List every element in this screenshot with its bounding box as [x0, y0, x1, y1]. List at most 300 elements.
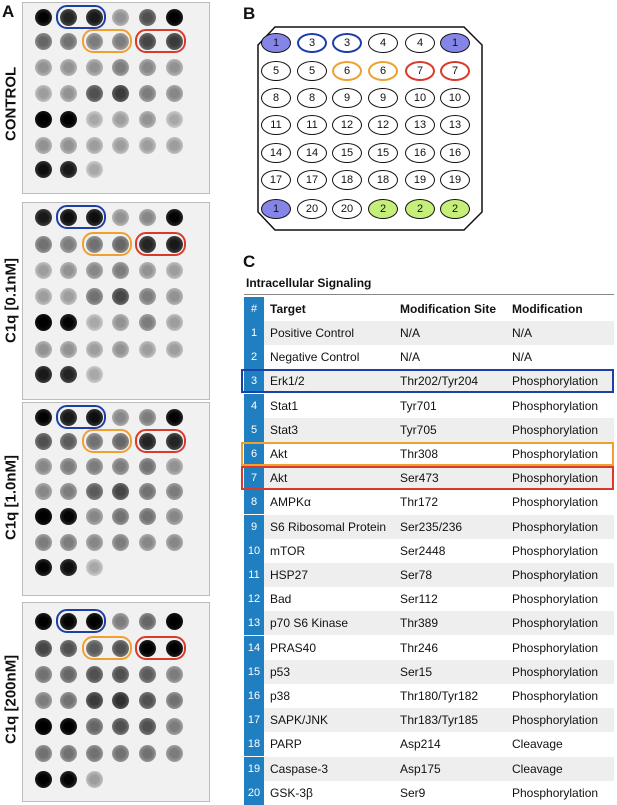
blot-dot — [60, 718, 77, 735]
array-spot: 3 — [297, 33, 327, 53]
row-target: PARP — [270, 737, 302, 752]
blot-label: CONTROL — [2, 66, 20, 142]
row-site: Ser112 — [400, 592, 438, 607]
row-modification: Phosphorylation — [512, 543, 599, 558]
table-row — [244, 781, 614, 805]
highlight-capsule — [82, 29, 132, 53]
blot-dot — [112, 508, 129, 525]
blot-dot — [60, 483, 77, 500]
blot-dot — [60, 236, 77, 253]
array-spot: 19 — [440, 170, 470, 190]
blot-dot — [35, 458, 52, 475]
blot-label: C1q [200nM] — [2, 654, 20, 744]
table-row — [244, 636, 614, 660]
table-row — [244, 660, 614, 684]
header-mod: Modification — [512, 302, 583, 316]
row-highlight-box — [241, 466, 614, 490]
blot-dot — [112, 262, 129, 279]
blot-label: C1q [0.1nM] — [2, 257, 20, 343]
blot-dot — [86, 745, 103, 762]
array-spot: 3 — [332, 33, 362, 53]
array-spot: 14 — [297, 143, 327, 163]
table-row — [244, 587, 614, 611]
blot-dot — [60, 433, 77, 450]
blot-dot — [139, 613, 156, 630]
blot-dot — [139, 508, 156, 525]
row-modification: Phosphorylation — [512, 785, 599, 800]
array-spot: 8 — [297, 88, 327, 108]
array-spot: 20 — [332, 199, 362, 219]
blot-dot — [139, 314, 156, 331]
blot-dot — [35, 718, 52, 735]
blot-dot — [86, 314, 103, 331]
blot-dot — [139, 409, 156, 426]
array-spot: 20 — [297, 199, 327, 219]
blot-dot — [86, 341, 103, 358]
row-target: GSK-3β — [270, 785, 313, 800]
table-row — [244, 757, 614, 781]
blot-dot — [112, 458, 129, 475]
row-modification: Phosphorylation — [512, 422, 599, 437]
highlight-capsule — [135, 636, 186, 660]
highlight-capsule — [82, 636, 132, 660]
table-header — [244, 297, 614, 321]
row-target: Akt — [270, 471, 288, 486]
array-spot: 5 — [297, 61, 327, 81]
blot-dot — [86, 718, 103, 735]
blot-dot — [112, 666, 129, 683]
array-spot: 10 — [405, 88, 435, 108]
row-number: 12 — [244, 587, 264, 611]
blot-dot — [112, 137, 129, 154]
blot-dot — [86, 366, 103, 383]
blot-dot — [60, 692, 77, 709]
row-number: 7 — [244, 466, 264, 490]
table-title: Intracellular Signaling — [246, 276, 372, 290]
blot-dot — [35, 613, 52, 630]
array-spot: 11 — [261, 115, 291, 135]
row-modification: Phosphorylation — [512, 713, 599, 728]
blot-dot — [86, 111, 103, 128]
blot-dot — [35, 640, 52, 657]
row-number: 13 — [244, 611, 264, 635]
blot-membrane — [22, 202, 210, 400]
blot-dot — [112, 314, 129, 331]
blot-dot — [139, 59, 156, 76]
table-row — [244, 515, 614, 539]
highlight-capsule — [135, 429, 186, 453]
row-target: Erk1/2 — [270, 374, 305, 389]
row-site: Tyr701 — [400, 398, 437, 413]
blot-dot — [60, 745, 77, 762]
row-modification: Phosphorylation — [512, 592, 599, 607]
blot-dot — [35, 314, 52, 331]
blot-dot — [35, 288, 52, 305]
array-spot: 9 — [332, 88, 362, 108]
blot-dot — [139, 341, 156, 358]
row-modification: N/A — [512, 350, 533, 365]
highlight-capsule — [82, 429, 132, 453]
panel-letter-b: B — [243, 4, 256, 23]
highlight-capsule — [135, 29, 186, 53]
blot-dot — [35, 692, 52, 709]
blot-dot — [60, 559, 77, 576]
row-site: Tyr705 — [400, 422, 437, 437]
array-spot: 14 — [261, 143, 291, 163]
blot-dot — [86, 59, 103, 76]
blot-dot — [60, 366, 77, 383]
row-number: 16 — [244, 684, 264, 708]
row-target: p70 S6 Kinase — [270, 616, 349, 631]
blot-dot — [166, 409, 183, 426]
blot-dot — [166, 534, 183, 551]
highlight-capsule — [56, 205, 106, 229]
array-spot: 8 — [261, 88, 291, 108]
blot-dot — [166, 718, 183, 735]
array-spot: 2 — [368, 199, 398, 219]
blot-dot — [139, 85, 156, 102]
row-site: Ser78 — [400, 568, 433, 582]
row-site: Thr183/Tyr185 — [400, 713, 479, 728]
array-spot: 4 — [368, 33, 398, 53]
blot-dot — [35, 33, 52, 50]
blot-dot — [112, 409, 129, 426]
array-spot: 2 — [440, 199, 470, 219]
blot-dot — [86, 559, 103, 576]
blot-dot — [35, 161, 52, 178]
array-spot: 1 — [261, 33, 291, 53]
row-modification: Phosphorylation — [512, 495, 599, 510]
blot-dot — [112, 718, 129, 735]
blot-dot — [112, 209, 129, 226]
row-target: PRAS40 — [270, 640, 317, 655]
blot-dot — [139, 692, 156, 709]
blot-dot — [35, 262, 52, 279]
row-site: Asp214 — [400, 737, 441, 752]
row-modification: Phosphorylation — [512, 447, 599, 461]
blot-dot — [86, 288, 103, 305]
blot-dot — [86, 534, 103, 551]
blot-dot — [112, 692, 129, 709]
blot-dot — [35, 483, 52, 500]
blot-dot — [139, 137, 156, 154]
array-spot: 7 — [440, 61, 470, 81]
row-site: Asp175 — [400, 761, 441, 776]
table-row — [244, 732, 614, 756]
row-site: Thr246 — [400, 640, 439, 655]
blot-dot — [139, 718, 156, 735]
row-highlight-box — [241, 442, 614, 466]
row-target: S6 Ribosomal Protein — [270, 519, 387, 534]
row-number: 18 — [244, 732, 264, 756]
array-spot: 12 — [368, 115, 398, 135]
blot-dot — [35, 137, 52, 154]
blot-dot — [166, 59, 183, 76]
blot-dot — [86, 692, 103, 709]
highlight-capsule — [56, 5, 106, 29]
blot-dot — [139, 209, 156, 226]
table-row — [244, 490, 614, 514]
blot-dot — [35, 534, 52, 551]
row-target: Akt — [270, 447, 288, 461]
blot-dot — [86, 508, 103, 525]
blot-dot — [166, 458, 183, 475]
row-modification: Phosphorylation — [512, 568, 599, 582]
row-target: p38 — [270, 689, 291, 703]
row-modification: Phosphorylation — [512, 398, 599, 413]
row-modification: Phosphorylation — [512, 616, 599, 631]
array-spot: 15 — [332, 143, 362, 163]
highlight-capsule — [82, 232, 132, 256]
row-number: 20 — [244, 781, 264, 805]
row-target: HSP27 — [270, 568, 309, 582]
blot-dot — [112, 534, 129, 551]
blot-dot — [60, 341, 77, 358]
blot-dot — [35, 341, 52, 358]
blot-dot — [166, 288, 183, 305]
blot-membrane — [22, 402, 210, 596]
blot-dot — [139, 9, 156, 26]
array-spot: 9 — [368, 88, 398, 108]
blot-dot — [166, 85, 183, 102]
row-site: Ser473 — [400, 471, 439, 486]
array-spot: 16 — [405, 143, 435, 163]
array-spot: 4 — [405, 33, 435, 53]
row-modification: Phosphorylation — [512, 640, 599, 655]
blot-dot — [60, 314, 77, 331]
blot-dot — [86, 483, 103, 500]
table-row — [244, 563, 614, 587]
row-site: Ser235/236 — [400, 519, 463, 534]
array-spot: 2 — [405, 199, 435, 219]
row-number: 14 — [244, 636, 264, 660]
blot-dot — [86, 137, 103, 154]
row-number: 17 — [244, 708, 264, 732]
highlight-capsule — [56, 405, 106, 429]
blot-label: C1q [1.0nM] — [2, 454, 20, 540]
blot-dot — [35, 745, 52, 762]
row-number: 10 — [244, 539, 264, 563]
blot-dot — [166, 314, 183, 331]
blot-dot — [139, 288, 156, 305]
array-spot: 6 — [332, 61, 362, 81]
table-row — [244, 708, 614, 732]
blot-dot — [166, 9, 183, 26]
row-site: Thr180/Tyr182 — [400, 689, 479, 703]
array-spot: 6 — [368, 61, 398, 81]
array-spot: 15 — [368, 143, 398, 163]
blot-dot — [86, 771, 103, 788]
panel-letter-c: C — [243, 252, 256, 271]
blot-dot — [86, 85, 103, 102]
blot-dot — [112, 288, 129, 305]
array-spot: 19 — [405, 170, 435, 190]
blot-dot — [35, 771, 52, 788]
array-spot: 5 — [261, 61, 291, 81]
row-number: 5 — [244, 418, 264, 442]
row-modification: Phosphorylation — [512, 374, 599, 389]
row-modification: Phosphorylation — [512, 664, 599, 679]
blot-dot — [60, 640, 77, 657]
row-target: Caspase-3 — [270, 761, 329, 776]
array-spot: 7 — [405, 61, 435, 81]
blot-dot — [166, 262, 183, 279]
array-spot: 18 — [368, 170, 398, 190]
table-rule — [244, 294, 614, 295]
blot-dot — [86, 161, 103, 178]
blot-dot — [112, 613, 129, 630]
array-spot: 18 — [332, 170, 362, 190]
row-modification: Phosphorylation — [512, 471, 599, 486]
array-spot: 17 — [261, 170, 291, 190]
row-number: 2 — [244, 345, 264, 369]
blot-dot — [139, 666, 156, 683]
row-target: p53 — [270, 664, 291, 679]
blot-dot — [166, 613, 183, 630]
blot-dot — [60, 59, 77, 76]
row-site: N/A — [400, 326, 421, 340]
blot-dot — [35, 508, 52, 525]
array-spot: 12 — [332, 115, 362, 135]
blot-dot — [166, 745, 183, 762]
blot-dot — [166, 692, 183, 709]
row-site: Thr202/Tyr204 — [400, 374, 479, 389]
blot-dot — [35, 111, 52, 128]
blot-dot — [139, 745, 156, 762]
blot-dot — [86, 262, 103, 279]
blot-dot — [112, 111, 129, 128]
highlight-capsule — [56, 609, 106, 633]
blot-dot — [112, 341, 129, 358]
blot-dot — [112, 85, 129, 102]
row-target: Stat1 — [270, 398, 299, 413]
array-spot: 13 — [440, 115, 470, 135]
row-site: N/A — [400, 350, 421, 365]
row-number: 6 — [244, 442, 264, 466]
row-target: Stat3 — [270, 422, 299, 437]
row-number: 19 — [244, 757, 264, 781]
blot-dot — [166, 111, 183, 128]
array-spot: 11 — [297, 115, 327, 135]
blot-membrane — [22, 602, 210, 802]
blot-dot — [139, 262, 156, 279]
blot-dot — [86, 666, 103, 683]
table-row — [244, 611, 614, 635]
blot-dot — [35, 366, 52, 383]
row-number: 1 — [244, 321, 264, 345]
table-row — [244, 321, 614, 345]
blot-dot — [139, 483, 156, 500]
blot-dot — [60, 771, 77, 788]
blot-dot — [166, 666, 183, 683]
blot-dot — [35, 409, 52, 426]
row-target: Positive Control — [270, 326, 355, 340]
array-spot: 1 — [261, 199, 291, 219]
blot-dot — [35, 559, 52, 576]
array-spot: 10 — [440, 88, 470, 108]
table-row — [244, 418, 614, 442]
blot-dot — [60, 508, 77, 525]
row-modification: Phosphorylation — [512, 689, 599, 703]
blot-dot — [86, 458, 103, 475]
array-spot: 1 — [440, 33, 470, 53]
blot-dot — [139, 458, 156, 475]
row-site: Ser9 — [400, 785, 426, 800]
blot-dot — [166, 508, 183, 525]
array-spot: 17 — [297, 170, 327, 190]
header-site: Modification Site — [400, 302, 496, 316]
blot-dot — [60, 111, 77, 128]
row-target: Negative Control — [270, 350, 360, 365]
blot-dot — [139, 534, 156, 551]
table-row — [244, 345, 614, 369]
blot-dot — [112, 59, 129, 76]
blot-dot — [60, 137, 77, 154]
row-modification: Cleavage — [512, 737, 563, 752]
row-highlight-box — [241, 369, 614, 393]
blot-dot — [60, 262, 77, 279]
header-num: # — [244, 297, 264, 321]
blot-dot — [166, 209, 183, 226]
row-number: 8 — [244, 490, 264, 514]
blot-dot — [35, 209, 52, 226]
row-modification: Phosphorylation — [512, 519, 599, 534]
blot-dot — [35, 666, 52, 683]
row-site: Ser2448 — [400, 543, 446, 558]
header-target: Target — [270, 302, 306, 316]
table-row — [244, 684, 614, 708]
blot-dot — [166, 341, 183, 358]
blot-dot — [60, 666, 77, 683]
row-number: 15 — [244, 660, 264, 684]
table-row — [244, 539, 614, 563]
blot-dot — [35, 59, 52, 76]
blot-dot — [60, 534, 77, 551]
row-site: Thr389 — [400, 616, 439, 631]
row-number: 3 — [244, 369, 264, 393]
blot-dot — [166, 483, 183, 500]
blot-dot — [60, 458, 77, 475]
blot-dot — [112, 483, 129, 500]
row-number: 4 — [244, 394, 264, 418]
row-target: AMPKα — [270, 495, 311, 510]
row-target: Bad — [270, 592, 292, 607]
blot-membrane — [22, 2, 210, 194]
table-row — [244, 394, 614, 418]
blot-dot — [60, 85, 77, 102]
blot-dot — [35, 85, 52, 102]
row-target: mTOR — [270, 543, 306, 558]
panel-letter-a: A — [2, 2, 15, 21]
row-site: Thr308 — [400, 447, 439, 461]
row-target: SAPK/JNK — [270, 713, 329, 728]
row-number: 11 — [244, 563, 264, 587]
blot-dot — [112, 9, 129, 26]
blot-dot — [112, 745, 129, 762]
row-modification: Cleavage — [512, 761, 563, 776]
row-site: Ser15 — [400, 664, 433, 679]
array-spot: 13 — [405, 115, 435, 135]
blot-dot — [60, 33, 77, 50]
blot-dot — [60, 161, 77, 178]
array-spot: 16 — [440, 143, 470, 163]
highlight-capsule — [135, 232, 186, 256]
blot-dot — [35, 9, 52, 26]
row-site: Thr172 — [400, 495, 439, 510]
blot-dot — [60, 288, 77, 305]
blot-dot — [35, 433, 52, 450]
row-modification: N/A — [512, 326, 533, 340]
